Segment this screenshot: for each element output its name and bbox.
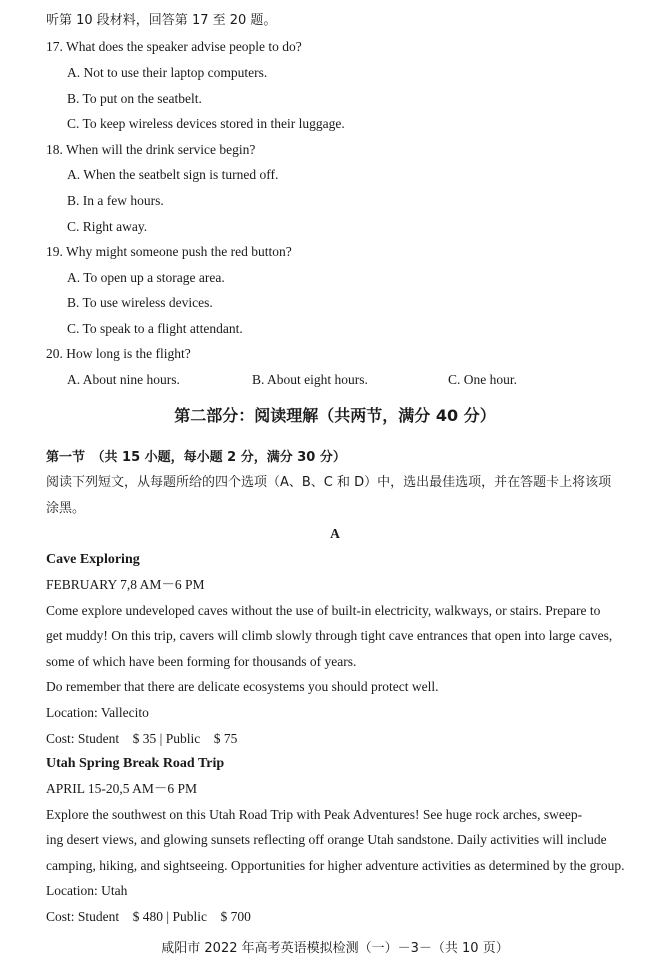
trip1-cost: Cost: Student $ 35 | Public $ 75	[46, 731, 238, 746]
question-19-option-b: B. To use wireless devices.	[67, 295, 213, 310]
listening-intro: 听第 10 段材料，回答第 17 至 20 题。	[46, 13, 277, 28]
instructions-line-1: 阅读下列短文，从每题所给的四个选项（A、B、C 和 D）中，选出最佳选项，并在答题卡上将该项	[46, 475, 612, 490]
instructions-line-2: 涂黑。	[46, 501, 86, 516]
question-17-option-b: B. To put on the seatbelt.	[67, 91, 202, 106]
question-20-option-a: A. About nine hours.	[67, 372, 180, 387]
trip1-date: FEBRUARY 7,8 AM－6 PM	[46, 577, 205, 592]
question-20-option-c: C. One hour.	[448, 372, 517, 387]
question-17-stem: 17. What does the speaker advise people to do?	[46, 39, 302, 54]
question-19-option-a: A. To open up a storage area.	[67, 270, 225, 285]
passage-letter: A	[330, 526, 340, 541]
trip1-title: Cave Exploring	[46, 552, 140, 567]
section1-heading: 第一节 （共 15 小题，每小题 2 分，满分 30 分）	[46, 450, 346, 465]
trip2-date: APRIL 15-20,5 AM－6 PM	[46, 781, 198, 796]
question-17-option-a: A. Not to use their laptop computers.	[67, 65, 268, 80]
trip2-title: Utah Spring Break Road Trip	[46, 756, 225, 771]
trip1-para1-line1: Come explore undeveloped caves without the use of built-in electricity, walkways, or stairs. Prepare to	[46, 603, 601, 618]
question-20-stem: 20. How long is the flight?	[46, 346, 191, 361]
trip1-para1-line2: get muddy! On this trip, cavers will climb slowly through tight cave entrances that open into large caves,	[46, 628, 613, 643]
question-18-option-c: C. Right away.	[67, 219, 148, 234]
trip2-para1-line1: Explore the southwest on this Utah Road Trip with Peak Adventures! See huge rock arches, sweep-	[46, 807, 583, 822]
page-footer: 咸阳市 2022 年高考英语模拟检测（一）－3－（共 10 页）	[161, 941, 509, 956]
question-18-stem: 18. When will the drink service begin?	[46, 142, 256, 157]
trip2-para1-line2: ing desert views, and glowing sunsets reflecting off orange Utah sandstone. Daily activities will include	[46, 832, 607, 847]
question-18-option-a: A. When the seatbelt sign is turned off.	[67, 167, 279, 182]
trip1-location: Location: Vallecito	[46, 705, 149, 720]
trip2-para1-line3: camping, hiking, and sightseeing. Opportunities for higher adventure activities as determined by the group.	[46, 858, 625, 873]
trip1-para1-line3: some of which have been forming for thousands of years.	[46, 654, 357, 669]
trip2-location: Location: Utah	[46, 883, 128, 898]
question-17-option-c: C. To keep wireless devices stored in their luggage.	[67, 116, 345, 131]
part2-title: 第二部分：阅读理解（共两节，满分 40 分）	[174, 406, 496, 425]
question-20-option-b: B. About eight hours.	[252, 372, 368, 387]
question-19-stem: 19. Why might someone push the red button?	[46, 244, 292, 259]
trip1-para2: Do remember that there are delicate ecosystems you should protect well.	[46, 679, 439, 694]
question-18-option-b: B. In a few hours.	[67, 193, 164, 208]
trip2-cost: Cost: Student $ 480 | Public $ 700	[46, 909, 251, 924]
question-19-option-c: C. To speak to a flight attendant.	[67, 321, 243, 336]
